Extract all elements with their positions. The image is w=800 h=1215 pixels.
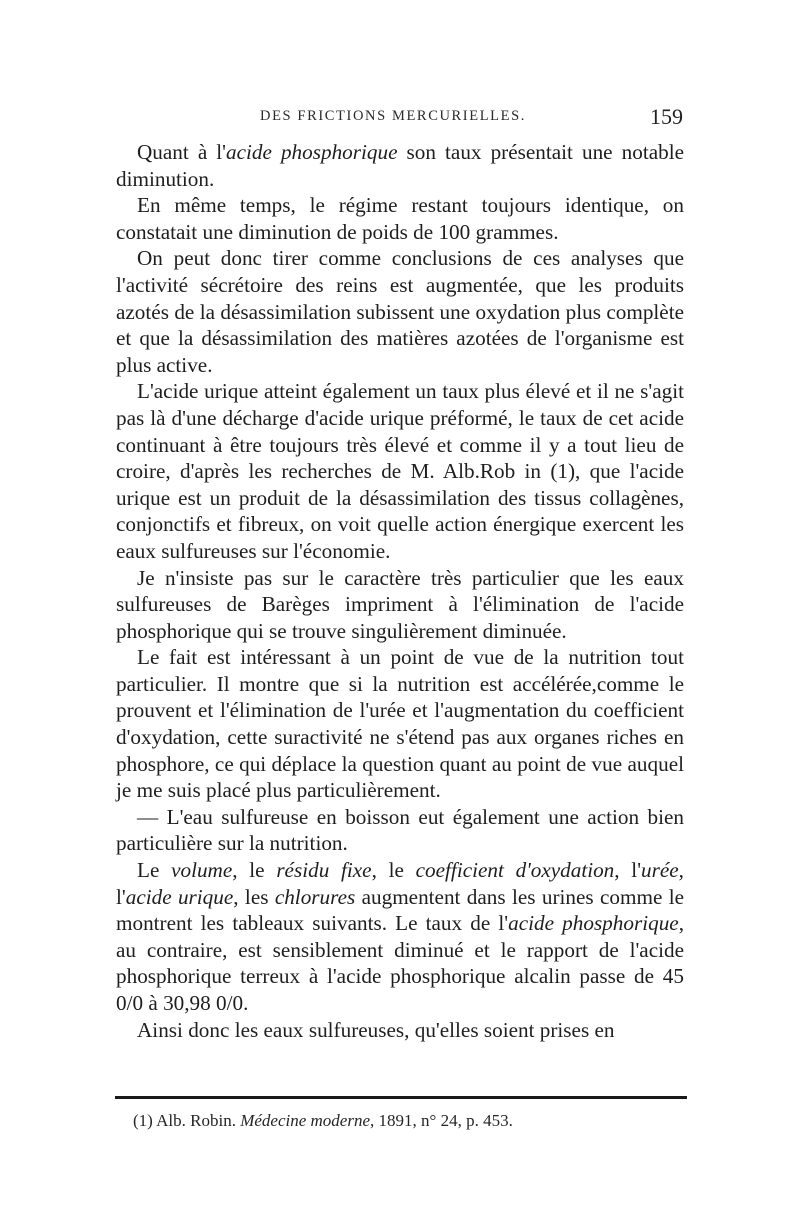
- paragraph-8-emphasis-uree: urée: [641, 858, 679, 883]
- paragraph-8-text-m: augmentent dans les urines comme le montrent les tableaux suivants. Le taux de l': [116, 884, 684, 936]
- paragraph-8-emphasis-residu: résidu fixe: [276, 858, 372, 883]
- paragraph-8-emphasis-chlorures: chlorures: [274, 884, 356, 909]
- paragraph-8-text-c: , le: [232, 858, 277, 883]
- paragraph-7: — L'eau sulfureuse en boisson eut également une action bien particulière sur la nutrition.: [116, 804, 684, 856]
- paragraph-1-text-a: Quant à l': [137, 140, 227, 164]
- paragraph-8-text-i: , l': [116, 858, 684, 909]
- paragraph-4: L'acide urique atteint également un taux plus élevé et il ne s'agit pas là d'une décharge d'acide urique préformé, le taux de cet acide continuant à être toujours très élevé et comme il y a tout lieu de croire, d'après les recherches de M. Alb.Rob in (1), que l'acide urique est un produit de la désassimilation des tissus collagènes, conjonctifs et fibreux, on voit quelle action énergique exercent les eaux sulfureuses sur l'économie.: [116, 379, 684, 563]
- paragraph-1-emphasis: acide phosphorique: [226, 140, 398, 164]
- footnote-text-c: , 1891, n° 24, p. 453.: [370, 1111, 513, 1130]
- paragraph-8-text-a: Le: [137, 858, 172, 883]
- paragraph-8-text-o: , au contraire, est sensiblement diminué et le rapport de l'acide phosphorique terreux à l'acide phosphorique alcalin passe de 45 0/0 à 30,98 0/0.: [116, 911, 684, 1015]
- footnote-rule: [115, 1096, 687, 1099]
- page-header: [118, 104, 683, 132]
- running-head: DES FRICTIONS MERCURIELLES.: [260, 108, 526, 124]
- paragraph-8-emphasis-coefficient: coefficient d'oxydation: [415, 858, 615, 883]
- paragraph-8-text-g: , l': [614, 858, 642, 883]
- paragraph-8-emphasis-acide-urique: acide urique: [125, 884, 234, 909]
- paragraph-9: Ainsi donc les eaux sulfureuses, qu'elles soient prises en: [137, 1017, 615, 1042]
- paragraph-1: [116, 139, 684, 192]
- paragraph-8-emphasis-acide-phosphorique: acide phosphorique: [508, 911, 679, 936]
- page-number: 159: [650, 104, 683, 129]
- paragraph-8-emphasis-volume: volume: [171, 858, 233, 883]
- paragraph-5: Je n'insiste pas sur le caractère très particulier que les eaux sulfureuses de Barèges impriment à l'élimination de l'acide phosphorique qui se trouve singulièrement diminuée.: [116, 565, 684, 643]
- footnote-text-a: (1) Alb. Robin.: [133, 1111, 241, 1130]
- paragraph-3: On peut donc tirer comme conclusions de ces analyses que l'activité sécrétoire des reins est augmentée, que les produits azotés de la désassimilation subissent une oxydation plus complète et que la désassimilation des matières azotées de l'organisme est plus active.: [116, 246, 684, 377]
- paragraph-6: Le fait est intéressant à un point de vue de la nutrition tout particulier. Il montre que si la nutrition est accélérée,comme le prouvent et l'élimination de l'urée et l'augmentation du coefficient d'oxydation, cette suractivité ne s'étend pas aux organes riches en phosphore, ce qui déplace la question quant au point de vue auquel je me suis placé plus particulièrement.: [116, 645, 684, 803]
- paragraph-8: [116, 857, 684, 1017]
- body-text: [116, 139, 684, 1043]
- paragraph-8-text-e: , le: [371, 858, 416, 883]
- paragraph-2: En même temps, le régime restant toujours identique, on constatait une diminution de poids de 100 grammes.: [116, 193, 684, 244]
- paragraph-1-text-c: son taux présentait une notable diminution.: [116, 140, 685, 191]
- footnote-journal-title: Médecine moderne: [240, 1111, 371, 1130]
- footnote: [133, 1110, 673, 1132]
- paragraph-8-text-k: , les: [233, 884, 275, 909]
